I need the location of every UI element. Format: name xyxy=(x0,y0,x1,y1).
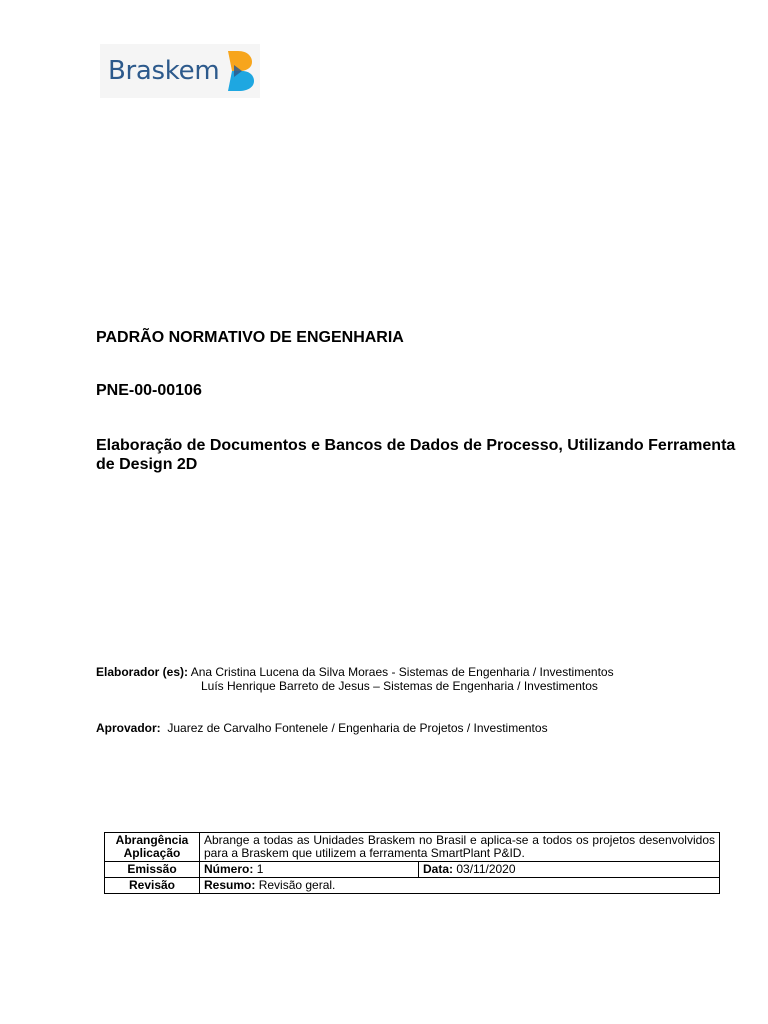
logo-text: Braskem xyxy=(108,56,220,86)
document-type: PADRÃO NORMATIVO DE ENGENHARIA xyxy=(96,329,404,346)
braskem-b-mark-icon xyxy=(224,49,256,93)
table-row xyxy=(105,878,720,894)
document-title: Elaboração de Documentos e Bancos de Dados de Processo, Utilizando Ferramenta de Design 2D xyxy=(96,437,736,473)
elaborador-name-2: Luís Henrique Barreto de Jesus – Sistemas de Engenharia / Investimentos xyxy=(201,679,598,693)
resumo-value: Revisão geral. xyxy=(258,878,336,892)
elaborador-name-1: Ana Cristina Lucena da Silva Moraes - Sistemas de Engenharia / Investimentos xyxy=(190,665,614,679)
numero-cell xyxy=(200,862,419,878)
elaborador-line-1 xyxy=(96,665,614,679)
aplicacao-label: Aplicação xyxy=(123,846,181,860)
data-value: 03/11/2020 xyxy=(456,862,516,876)
braskem-logo xyxy=(100,44,260,98)
aprovador-line xyxy=(96,721,548,735)
abrangencia-aplicacao-label xyxy=(105,833,200,862)
data-label: Data: xyxy=(423,862,454,876)
resumo-label: Resumo: xyxy=(204,878,256,892)
emissao-label: Emissão xyxy=(105,862,200,878)
elaborador-line-2 xyxy=(201,679,598,693)
abrangencia-text: Abrange a todas as Unidades Braskem no Brasil e aplica-se a todos os projetos desenvolvidos para a Braskem que utilizem a ferramenta SmartPlant P&ID. xyxy=(200,833,720,862)
table-row xyxy=(105,862,720,878)
resumo-cell xyxy=(200,878,720,894)
numero-value: 1 xyxy=(256,862,264,876)
numero-label: Número: xyxy=(204,862,254,876)
aprovador-label: Aprovador: xyxy=(96,721,161,735)
revisao-label: Revisão xyxy=(105,878,200,894)
document-code: PNE-00-00106 xyxy=(96,382,202,399)
elaborador-label: Elaborador (es): xyxy=(96,665,189,679)
data-cell xyxy=(419,862,720,878)
document-info-table xyxy=(104,832,720,894)
abrangencia-label: Abrangência xyxy=(115,833,189,847)
table-row xyxy=(105,833,720,862)
aprovador-name: Juarez de Carvalho Fontenele / Engenharia de Projetos / Investimentos xyxy=(167,721,548,735)
